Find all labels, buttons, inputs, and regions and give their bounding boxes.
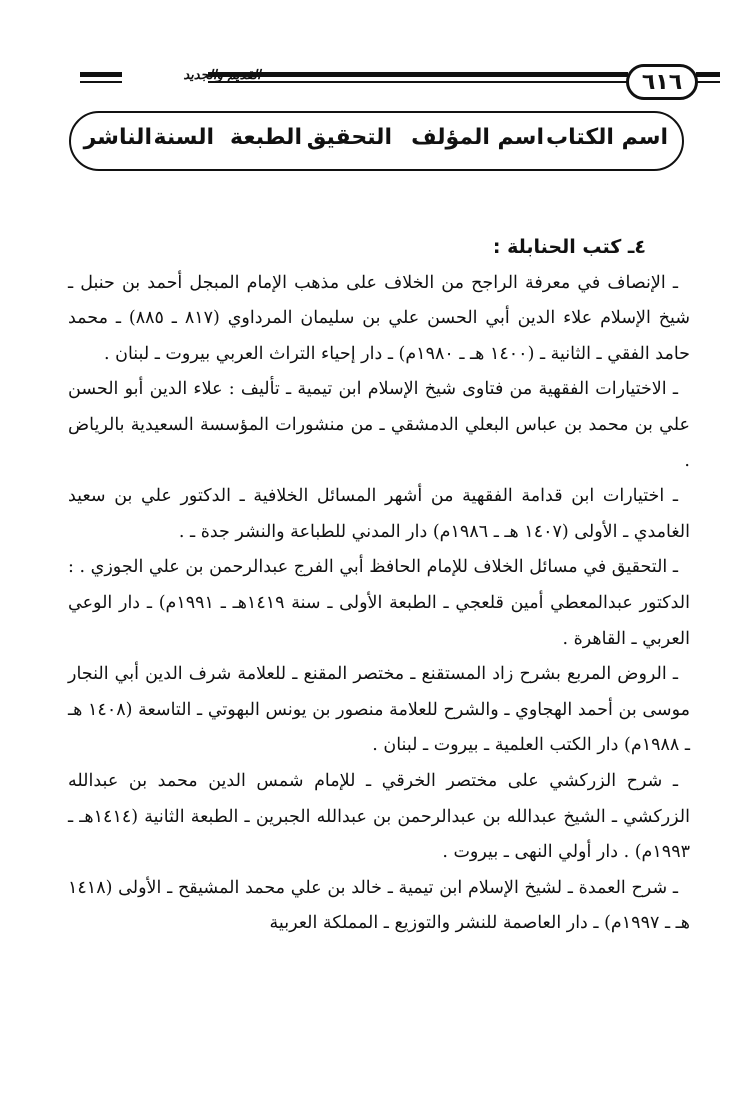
page-body — [68, 230, 690, 942]
header-rule-right-thin — [696, 81, 720, 83]
column-headings-box — [69, 111, 684, 171]
header-rule-right-thick — [696, 72, 720, 77]
column-publisher: الناشر — [83, 125, 152, 150]
page-number: ٦١٦ — [626, 64, 698, 100]
running-title: القديم والجديد — [183, 68, 261, 83]
header-rule-left-thick — [80, 72, 122, 77]
bibliography-entry: ـ شرح العمدة ـ لشيخ الإسلام ابن تيمية ـ خالد بن علي محمد المشيقح ـ الأولى (١٤١٨ هـ ـ ١٩٩٧م) ـ دار العاصمة للنشر والتوزيع ـ المملكة العربية — [68, 877, 690, 934]
bibliography-entry: ـ التحقيق في مسائل الخلاف للإمام الحافظ أبي الفرج عبدالرحمن بن علي الجوزي . : الدكتور عبدالمعطي أمين قلعجي ـ الطبعة الأولى ـ سنة ١٤١٩هـ ـ ١٩٩١م) ـ دار الوعي العربي ـ القاهرة . — [68, 557, 690, 649]
header-rule-left-thin — [80, 81, 122, 83]
bibliography-entry: ـ الإنصاف في معرفة الراجح من الخلاف على مذهب الإمام المبجل أحمد بن حنبل ـ شيخ الإسلام علاء الدين أبي الحسن علي بن سليمان المرداوي (٨١٧ ـ ٨٨٥) ـ محمد حامد الفقي ـ الثانية ـ (١٤٠٠ هـ ـ ١٩٨٠م) ـ دار إحياء التراث العربي بيروت ـ لبنان . — [68, 272, 690, 364]
bibliography-entry: ـ الروض المربع بشرح زاد المستقنع ـ مختصر المقنع ـ للعلامة شرف الدين أبي النجار موسى بن أحمد الهجاوي ـ والشرح للعلامة منصور بن يونس البهوتي ـ التاسعة (١٤٠٨ هـ ـ ١٩٨٨م) دار الكتب العلمية ـ بيروت ـ لبنان . — [68, 664, 691, 756]
section-title: ٤ـ كتب الحنابلة : — [492, 236, 646, 258]
column-author-name: اسم المؤلف — [411, 125, 544, 150]
bibliography-entry: ـ اختيارات ابن قدامة الفقهية من أشهر المسائل الخلافية ـ الدكتور علي بن سعيد الغامدي ـ الأولى (١٤٠٧ هـ ـ ١٩٨٦م) دار المدني للطباعة والنشر جدة ـ . — [68, 486, 690, 542]
page-header — [68, 60, 688, 100]
bibliography-entry: ـ شرح الزركشي على مختصر الخرقي ـ للإمام شمس الدين محمد بن عبدالله الزركشي ـ الشيخ عبدالله بن عبدالرحمن بن عبدالله الجبرين ـ الطبعة الثانية (١٤١٤هـ ـ ١٩٩٣م) . دار أولي النهى ـ بيروت . — [68, 770, 690, 863]
column-editing: التحقيق — [306, 125, 392, 150]
bibliography-entry: ـ الاختيارات الفقهية من فتاوى شيخ الإسلام ابن تيمية ـ تأليف : علاء الدين أبو الحسن علي بن محمد بن عباس البعلي الدمشقي ـ من منشورات المؤسسة السعيدية بالرياض . — [68, 379, 690, 471]
column-edition: الطبعة — [230, 125, 302, 150]
column-year: السنة — [153, 125, 214, 150]
column-book-name: اسم الكتاب — [545, 125, 668, 150]
